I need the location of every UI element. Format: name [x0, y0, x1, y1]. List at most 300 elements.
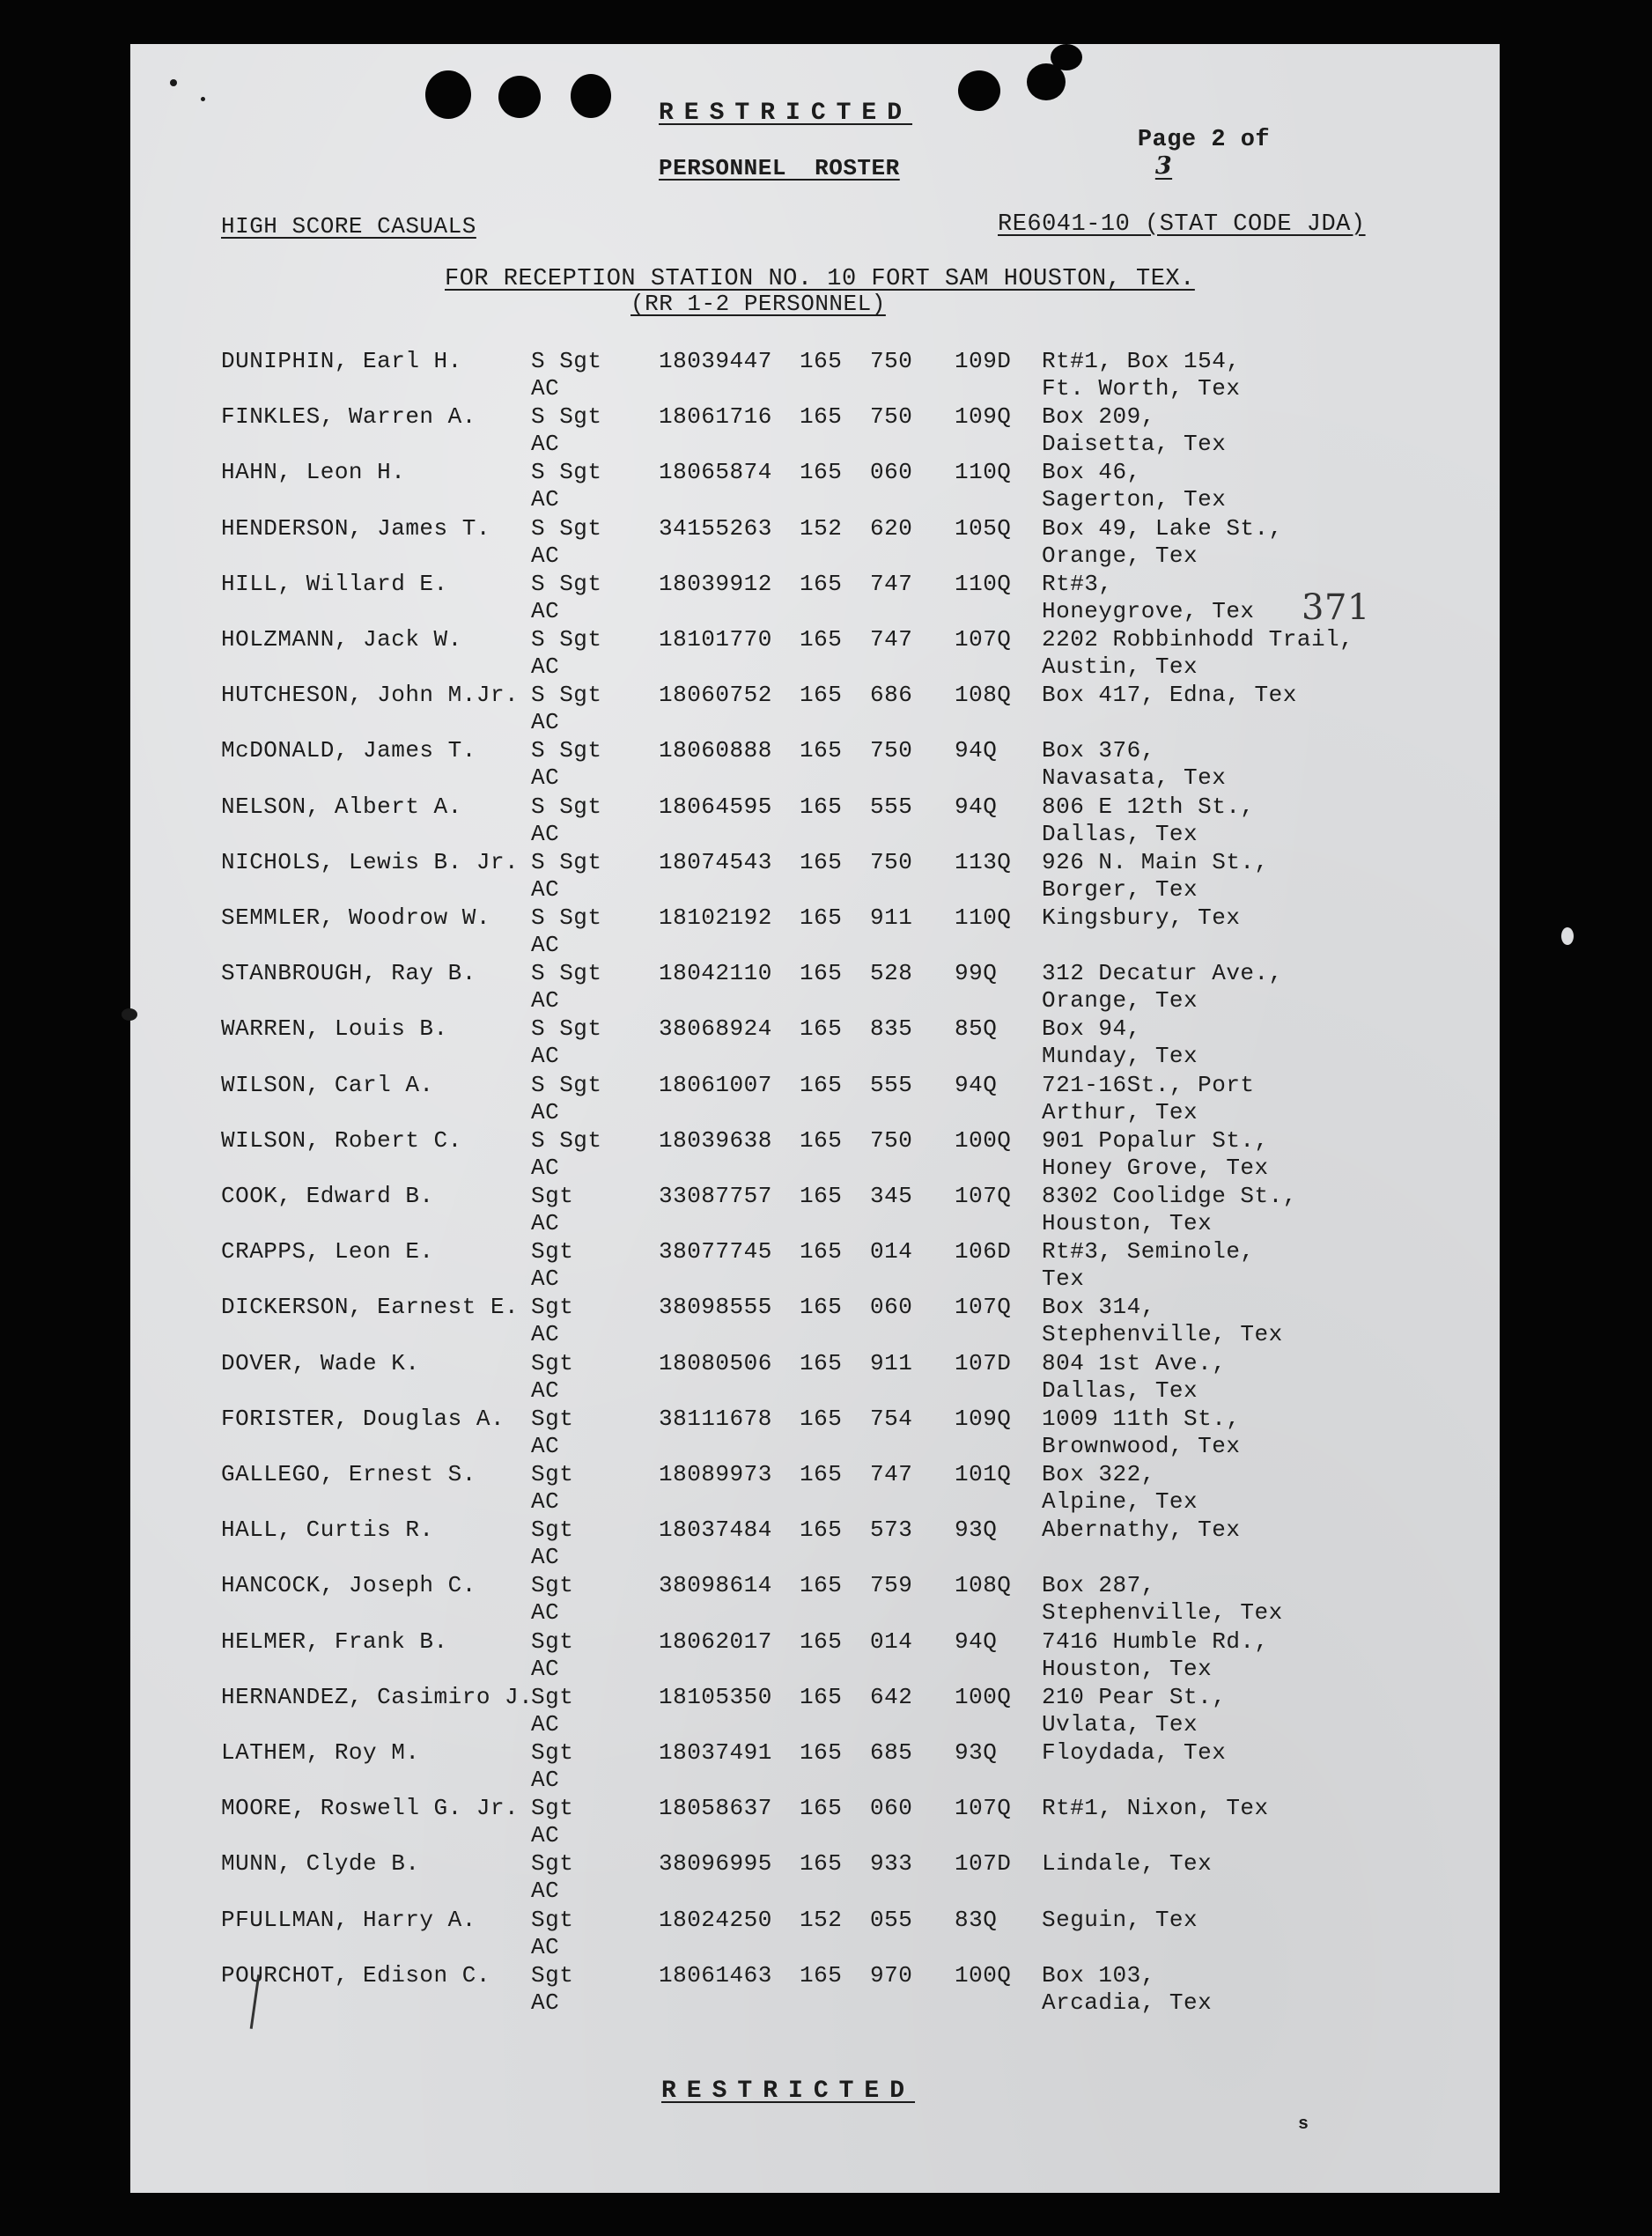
- roster-serial: 38098555: [659, 1294, 772, 1321]
- roster-c3: 99Q: [955, 960, 998, 987]
- roster-c1: 165: [800, 403, 843, 431]
- roster-row: [130, 793, 1500, 850]
- roster-branch: AC: [531, 932, 560, 958]
- roster-addr1: Rt#1, Box 154,: [1042, 348, 1241, 374]
- roster-c2: 759: [870, 1572, 913, 1599]
- roster-c1: 165: [800, 1572, 843, 1599]
- roster-addr1: Box 376,: [1042, 737, 1155, 764]
- roster-rank: S Sgt: [531, 904, 602, 931]
- roster-c3: 94Q: [955, 1627, 998, 1655]
- roster-addr2: Houston, Tex: [1042, 1655, 1213, 1682]
- roster-rank: S Sgt: [531, 1071, 602, 1098]
- roster-branch: AC: [531, 597, 560, 624]
- roster-addr1: 926 N. Main St.,: [1042, 848, 1269, 875]
- roster-serial: 18064595: [659, 793, 772, 820]
- corner-mark: s: [1298, 2114, 1309, 2135]
- roster-c1: 165: [800, 1294, 843, 1321]
- roster-row: [130, 1127, 1500, 1184]
- roster-addr1: Seguin, Tex: [1042, 1906, 1198, 1933]
- roster-row: [130, 1628, 1500, 1685]
- roster-addr1: 806 E 12th St.,: [1042, 793, 1255, 820]
- roster-addr1: 1009 11th St.,: [1042, 1405, 1241, 1432]
- roster-branch: AC: [531, 1488, 560, 1515]
- roster-name: HENDERSON, James T.: [221, 514, 490, 542]
- stat-code: RE6041-10 (STAT CODE JDA): [998, 211, 1366, 238]
- punch-hole: [958, 70, 1000, 111]
- roster-branch: AC: [531, 709, 560, 736]
- roster-rank: S Sgt: [531, 403, 602, 431]
- roster-name: COOK, Edward B.: [221, 1183, 434, 1209]
- roster-c3: 110Q: [955, 459, 1012, 486]
- roster-serial: 18037491: [659, 1739, 772, 1766]
- roster-branch: AC: [531, 653, 560, 680]
- roster-c1: 165: [800, 1183, 843, 1209]
- roster-c1: 165: [800, 570, 843, 597]
- roster-addr1: Rt#3,: [1042, 570, 1113, 597]
- roster-serial: 18062017: [659, 1627, 772, 1655]
- roster-serial: 18024250: [659, 1906, 772, 1933]
- roster-addr1: Box 49, Lake St.,: [1042, 514, 1283, 542]
- roster-c3: 107Q: [955, 1795, 1012, 1822]
- roster-c2: 060: [870, 1795, 913, 1822]
- roster-addr1: 210 Pear St.,: [1042, 1683, 1227, 1710]
- roster-c2: 685: [870, 1739, 913, 1766]
- station-title: FOR RECEPTION STATION NO. 10 FORT SAM HOUSTON, TEX.: [445, 266, 1195, 292]
- roster-serial: 18061463: [659, 1961, 772, 1989]
- roster-name: NELSON, Albert A.: [221, 793, 462, 820]
- roster-rank: S Sgt: [531, 960, 602, 987]
- roster-c3: 107Q: [955, 1294, 1012, 1321]
- roster-row: [130, 1294, 1500, 1350]
- roster-c1: 165: [800, 737, 843, 764]
- roster-row: [130, 682, 1500, 738]
- roster-addr1: Box 46,: [1042, 459, 1141, 486]
- roster-name: WARREN, Louis B.: [221, 1015, 448, 1043]
- roster-c3: 110Q: [955, 570, 1012, 597]
- roster-rank: S Sgt: [531, 348, 602, 374]
- roster-addr1: Rt#1, Nixon, Tex: [1042, 1795, 1269, 1822]
- roster-serial: 18105350: [659, 1683, 772, 1710]
- document-page: [130, 44, 1500, 2193]
- roster-serial: 18039447: [659, 348, 772, 374]
- roster-c3: 94Q: [955, 1071, 998, 1098]
- roster-addr2: Houston, Tex: [1042, 1210, 1213, 1236]
- roster-serial: 18101770: [659, 626, 772, 653]
- roster-rank: S Sgt: [531, 1126, 602, 1154]
- roster-c2: 528: [870, 960, 913, 987]
- roster-c3: 109Q: [955, 403, 1012, 431]
- roster-serial: 33087757: [659, 1183, 772, 1209]
- roster-c3: 108Q: [955, 682, 1012, 709]
- roster-serial: 38068924: [659, 1015, 772, 1043]
- roster-c2: 911: [870, 904, 913, 931]
- roster-c3: 107D: [955, 1850, 1012, 1878]
- roster-addr2: Sagerton, Tex: [1042, 486, 1227, 513]
- speck: [201, 97, 205, 101]
- roster-c2: 642: [870, 1683, 913, 1710]
- roster-c3: 100Q: [955, 1683, 1012, 1710]
- roster-row: [130, 571, 1500, 627]
- roster-serial: 18042110: [659, 960, 772, 987]
- roster-c3: 108Q: [955, 1572, 1012, 1599]
- roster-c2: 747: [870, 626, 913, 653]
- roster-name: POURCHOT, Edison C.: [221, 1961, 490, 1989]
- roster-branch: AC: [531, 1710, 560, 1738]
- roster-serial: 18039912: [659, 570, 772, 597]
- roster-addr2: Stephenville, Tex: [1042, 1321, 1283, 1348]
- page-label: [1079, 100, 1270, 208]
- roster-branch: AC: [531, 1210, 560, 1236]
- roster-rank: S Sgt: [531, 737, 602, 764]
- roster-rank: Sgt: [531, 1349, 574, 1376]
- roster-addr1: 804 1st Ave.,: [1042, 1349, 1227, 1376]
- roster-c2: 014: [870, 1627, 913, 1655]
- roster-name: HUTCHESON, John M.Jr.: [221, 682, 520, 709]
- roster-rank: S Sgt: [531, 626, 602, 653]
- roster-addr2: Brownwood, Tex: [1042, 1432, 1241, 1459]
- roster-c2: 835: [870, 1015, 913, 1043]
- roster-title: PERSONNEL ROSTER: [659, 155, 900, 181]
- roster-rank: Sgt: [531, 1516, 574, 1544]
- roster-c3: 107D: [955, 1349, 1012, 1376]
- roster-row: [130, 626, 1500, 683]
- roster-c1: 152: [800, 514, 843, 542]
- roster-row: [130, 1907, 1500, 1963]
- roster-serial: 18089973: [659, 1461, 772, 1487]
- roster-serial: 18080506: [659, 1349, 772, 1376]
- roster-branch: AC: [531, 375, 560, 402]
- roster-branch: AC: [531, 1989, 560, 2016]
- roster-rank: Sgt: [531, 1850, 574, 1878]
- roster-name: HELMER, Frank B.: [221, 1627, 448, 1655]
- roster-rank: Sgt: [531, 1294, 574, 1321]
- roster-branch: AC: [531, 1432, 560, 1459]
- roster-c2: 750: [870, 348, 913, 374]
- roster-row: [130, 960, 1500, 1016]
- roster-c1: 165: [800, 1739, 843, 1766]
- roster-serial: 18061007: [659, 1071, 772, 1098]
- roster-addr1: Box 103,: [1042, 1961, 1155, 1989]
- roster-c1: 165: [800, 348, 843, 374]
- roster-addr2: Navasata, Tex: [1042, 764, 1227, 792]
- roster-row: [130, 1684, 1500, 1740]
- roster-c1: 165: [800, 1238, 843, 1266]
- roster-branch: AC: [531, 987, 560, 1015]
- roster-branch: AC: [531, 542, 560, 569]
- roster-addr2: Daisetta, Tex: [1042, 431, 1227, 458]
- roster-c3: 94Q: [955, 737, 998, 764]
- roster-c1: 165: [800, 1126, 843, 1154]
- roster-addr1: 7416 Humble Rd.,: [1042, 1627, 1269, 1655]
- roster-name: DICKERSON, Earnest E.: [221, 1294, 520, 1321]
- roster-row: [130, 459, 1500, 515]
- roster-rank: S Sgt: [531, 682, 602, 709]
- roster-c3: 107Q: [955, 1183, 1012, 1209]
- roster-serial: 18058637: [659, 1795, 772, 1822]
- roster-c2: 933: [870, 1850, 913, 1878]
- roster-c2: 750: [870, 737, 913, 764]
- roster-serial: 18074543: [659, 848, 772, 875]
- roster-rank: Sgt: [531, 1627, 574, 1655]
- roster-addr1: Box 314,: [1042, 1294, 1155, 1321]
- roster-addr1: Box 287,: [1042, 1572, 1155, 1599]
- roster-name: HAHN, Leon H.: [221, 459, 406, 486]
- roster-c3: 110Q: [955, 904, 1012, 931]
- roster-c2: 970: [870, 1961, 913, 1989]
- roster-c1: 165: [800, 459, 843, 486]
- roster-branch: AC: [531, 486, 560, 513]
- roster-name: PFULLMAN, Harry A.: [221, 1906, 476, 1933]
- roster-name: FINKLES, Warren A.: [221, 403, 476, 431]
- roster-name: FORISTER, Douglas A.: [221, 1405, 505, 1432]
- roster-row: [130, 1461, 1500, 1517]
- roster-addr2: Dallas, Tex: [1042, 1376, 1198, 1404]
- roster-c1: 165: [800, 1349, 843, 1376]
- punch-hole: [425, 70, 471, 119]
- roster-c2: 750: [870, 1126, 913, 1154]
- roster-row: [130, 904, 1500, 961]
- roster-c2: 555: [870, 1071, 913, 1098]
- roster-branch: AC: [531, 1376, 560, 1404]
- handwritten-number: 371: [1302, 587, 1370, 628]
- roster-name: HALL, Curtis R.: [221, 1516, 434, 1544]
- roster-row: [130, 1183, 1500, 1239]
- roster-rank: Sgt: [531, 1795, 574, 1822]
- roster-serial: 38098614: [659, 1572, 772, 1599]
- roster-c1: 165: [800, 1516, 843, 1544]
- classification-top: RESTRICTED: [659, 100, 913, 127]
- roster-rank: Sgt: [531, 1961, 574, 1989]
- roster-addr1: 312 Decatur Ave.,: [1042, 960, 1283, 987]
- roster-serial: 18039638: [659, 1126, 772, 1154]
- roster-row: [130, 515, 1500, 572]
- roster-addr2: Stephenville, Tex: [1042, 1599, 1283, 1627]
- roster-name: HOLZMANN, Jack W.: [221, 626, 462, 653]
- roster-name: HILL, Willard E.: [221, 570, 448, 597]
- roster-c2: 620: [870, 514, 913, 542]
- page-label-text: Page 2 of: [1137, 127, 1271, 153]
- roster-addr2: Ft. Worth, Tex: [1042, 375, 1241, 402]
- roster-addr2: Uvlata, Tex: [1042, 1710, 1198, 1738]
- roster-serial: 18060752: [659, 682, 772, 709]
- roster-c1: 165: [800, 1405, 843, 1432]
- roster-c2: 573: [870, 1516, 913, 1544]
- roster-branch: AC: [531, 1544, 560, 1571]
- roster-addr1: Box 417, Edna, Tex: [1042, 682, 1297, 709]
- roster-addr2: Orange, Tex: [1042, 987, 1198, 1015]
- speck: [170, 79, 177, 86]
- roster-serial: 18061716: [659, 403, 772, 431]
- roster-name: HANCOCK, Joseph C.: [221, 1572, 476, 1599]
- roster-rank: S Sgt: [531, 570, 602, 597]
- roster-c1: 165: [800, 1627, 843, 1655]
- roster-name: GALLEGO, Ernest S.: [221, 1461, 476, 1487]
- roster-addr1: 8302 Coolidge St.,: [1042, 1183, 1297, 1209]
- roster-c2: 055: [870, 1906, 913, 1933]
- roster-branch: AC: [531, 1767, 560, 1793]
- roster-rank: Sgt: [531, 1572, 574, 1599]
- roster-c2: 754: [870, 1405, 913, 1432]
- roster-c1: 165: [800, 1071, 843, 1098]
- category-label: HIGH SCORE CASUALS: [221, 213, 476, 240]
- roster-branch: AC: [531, 1043, 560, 1070]
- roster-serial: 38077745: [659, 1238, 772, 1266]
- roster-row: [130, 1015, 1500, 1072]
- roster-c2: 014: [870, 1238, 913, 1266]
- roster-name: CRAPPS, Leon E.: [221, 1238, 434, 1266]
- roster-name: MUNN, Clyde B.: [221, 1850, 420, 1878]
- roster-c1: 165: [800, 848, 843, 875]
- roster-row: [130, 403, 1500, 460]
- roster-addr2: Tex: [1042, 1266, 1085, 1293]
- roster-addr2: Arcadia, Tex: [1042, 1989, 1213, 2016]
- roster-name: DUNIPHIN, Earl H.: [221, 348, 462, 374]
- roster-rank: S Sgt: [531, 848, 602, 875]
- roster-c1: 165: [800, 1683, 843, 1710]
- roster-c1: 165: [800, 1961, 843, 1989]
- roster-serial: 34155263: [659, 514, 772, 542]
- roster-c3: 93Q: [955, 1516, 998, 1544]
- roster-c3: 100Q: [955, 1961, 1012, 1989]
- roster-c2: 345: [870, 1183, 913, 1209]
- roster-rank: Sgt: [531, 1461, 574, 1487]
- roster-row: [130, 1072, 1500, 1128]
- roster-c2: 747: [870, 1461, 913, 1487]
- roster-addr1: 2202 Robbinhodd Trail,: [1042, 626, 1354, 653]
- roster-c2: 750: [870, 848, 913, 875]
- roster-name: LATHEM, Roy M.: [221, 1739, 420, 1766]
- punch-hole: [571, 74, 611, 118]
- roster-addr2: Honeygrove, Tex: [1042, 597, 1255, 624]
- roster-c2: 747: [870, 570, 913, 597]
- roster-c3: 109Q: [955, 1405, 1012, 1432]
- roster-addr1: Box 209,: [1042, 403, 1155, 431]
- roster-addr1: Lindale, Tex: [1042, 1850, 1213, 1878]
- roster-addr2: Honey Grove, Tex: [1042, 1154, 1269, 1181]
- roster-name: STANBROUGH, Ray B.: [221, 960, 476, 987]
- roster-rank: S Sgt: [531, 514, 602, 542]
- roster-c3: 113Q: [955, 848, 1012, 875]
- roster-c2: 686: [870, 682, 913, 709]
- roster-serial: 18037484: [659, 1516, 772, 1544]
- roster-addr1: Floydada, Tex: [1042, 1739, 1227, 1766]
- roster-serial: 38096995: [659, 1850, 772, 1878]
- roster-c1: 165: [800, 1015, 843, 1043]
- roster-name: WILSON, Robert C.: [221, 1126, 462, 1154]
- roster-c1: 165: [800, 960, 843, 987]
- roster-rank: Sgt: [531, 1739, 574, 1766]
- roster-rank: Sgt: [531, 1238, 574, 1266]
- roster-branch: AC: [531, 1933, 560, 1960]
- roster-branch: AC: [531, 431, 560, 458]
- roster-c3: 105Q: [955, 514, 1012, 542]
- roster-rank: Sgt: [531, 1183, 574, 1209]
- roster-c3: 109D: [955, 348, 1012, 374]
- roster-c3: 106D: [955, 1238, 1012, 1266]
- roster-rank: Sgt: [531, 1683, 574, 1710]
- station-subtitle: (RR 1-2 PERSONNEL): [631, 291, 886, 317]
- roster-rank: S Sgt: [531, 793, 602, 820]
- roster-c1: 165: [800, 904, 843, 931]
- roster-name: HERNANDEZ, Casimiro J.: [221, 1683, 534, 1710]
- roster-addr2: Munday, Tex: [1042, 1043, 1198, 1070]
- roster-c2: 911: [870, 1349, 913, 1376]
- roster-addr2: Dallas, Tex: [1042, 820, 1198, 847]
- roster-branch: AC: [531, 1599, 560, 1627]
- roster-branch: AC: [531, 1098, 560, 1125]
- roster-row: [130, 737, 1500, 793]
- roster-name: MOORE, Roswell G. Jr.: [221, 1795, 520, 1822]
- roster-row: [130, 1238, 1500, 1295]
- roster-addr2: Arthur, Tex: [1042, 1098, 1198, 1125]
- roster-addr1: Rt#3, Seminole,: [1042, 1238, 1255, 1266]
- roster-row: [130, 1406, 1500, 1462]
- roster-addr2: Alpine, Tex: [1042, 1488, 1198, 1515]
- roster-row: [130, 1962, 1500, 2018]
- roster-name: WILSON, Carl A.: [221, 1071, 434, 1098]
- roster-addr1: Abernathy, Tex: [1042, 1516, 1241, 1544]
- roster-c1: 165: [800, 626, 843, 653]
- roster-c3: 93Q: [955, 1739, 998, 1766]
- roster-branch: AC: [531, 820, 560, 847]
- roster-row: [130, 1516, 1500, 1573]
- roster-c2: 060: [870, 1294, 913, 1321]
- roster-name: NICHOLS, Lewis B. Jr.: [221, 848, 520, 875]
- roster-branch: AC: [531, 764, 560, 792]
- roster-c2: 060: [870, 459, 913, 486]
- roster-c3: 107Q: [955, 626, 1012, 653]
- roster-row: [130, 1739, 1500, 1796]
- roster-addr2: Austin, Tex: [1042, 653, 1198, 680]
- roster-c3: 85Q: [955, 1015, 998, 1043]
- roster-c3: 94Q: [955, 793, 998, 820]
- classification-bottom: RESTRICTED: [661, 2077, 916, 2105]
- roster-addr1: Kingsbury, Tex: [1042, 904, 1241, 931]
- speck: [1561, 927, 1574, 945]
- roster-branch: AC: [531, 1266, 560, 1293]
- roster-addr1: Box 322,: [1042, 1461, 1155, 1487]
- roster-c3: 83Q: [955, 1906, 998, 1933]
- roster-rank: Sgt: [531, 1405, 574, 1432]
- roster-branch: AC: [531, 1878, 560, 1905]
- roster-row: [130, 1350, 1500, 1406]
- roster-addr1: 721-16St., Port: [1042, 1071, 1255, 1098]
- roster-rank: S Sgt: [531, 459, 602, 486]
- roster-row: [130, 1572, 1500, 1628]
- roster-branch: AC: [531, 1655, 560, 1682]
- page-total: 3: [1154, 152, 1173, 180]
- roster-addr2: Borger, Tex: [1042, 875, 1198, 903]
- roster-row: [130, 1850, 1500, 1907]
- roster-addr1: 901 Popalur St.,: [1042, 1126, 1269, 1154]
- roster-serial: 18060888: [659, 737, 772, 764]
- roster-c2: 555: [870, 793, 913, 820]
- roster-branch: AC: [531, 875, 560, 903]
- roster-name: SEMMLER, Woodrow W.: [221, 904, 490, 931]
- roster-rank: Sgt: [531, 1906, 574, 1933]
- roster-c2: 750: [870, 403, 913, 431]
- roster-name: DOVER, Wade K.: [221, 1349, 420, 1376]
- punch-hole: [498, 76, 541, 118]
- roster-branch: AC: [531, 1321, 560, 1348]
- roster-c1: 165: [800, 793, 843, 820]
- roster-serial: 18065874: [659, 459, 772, 486]
- roster-rank: S Sgt: [531, 1015, 602, 1043]
- roster-name: McDONALD, James T.: [221, 737, 476, 764]
- roster-c1: 165: [800, 682, 843, 709]
- roster-row: [130, 1795, 1500, 1851]
- roster-row: [130, 348, 1500, 404]
